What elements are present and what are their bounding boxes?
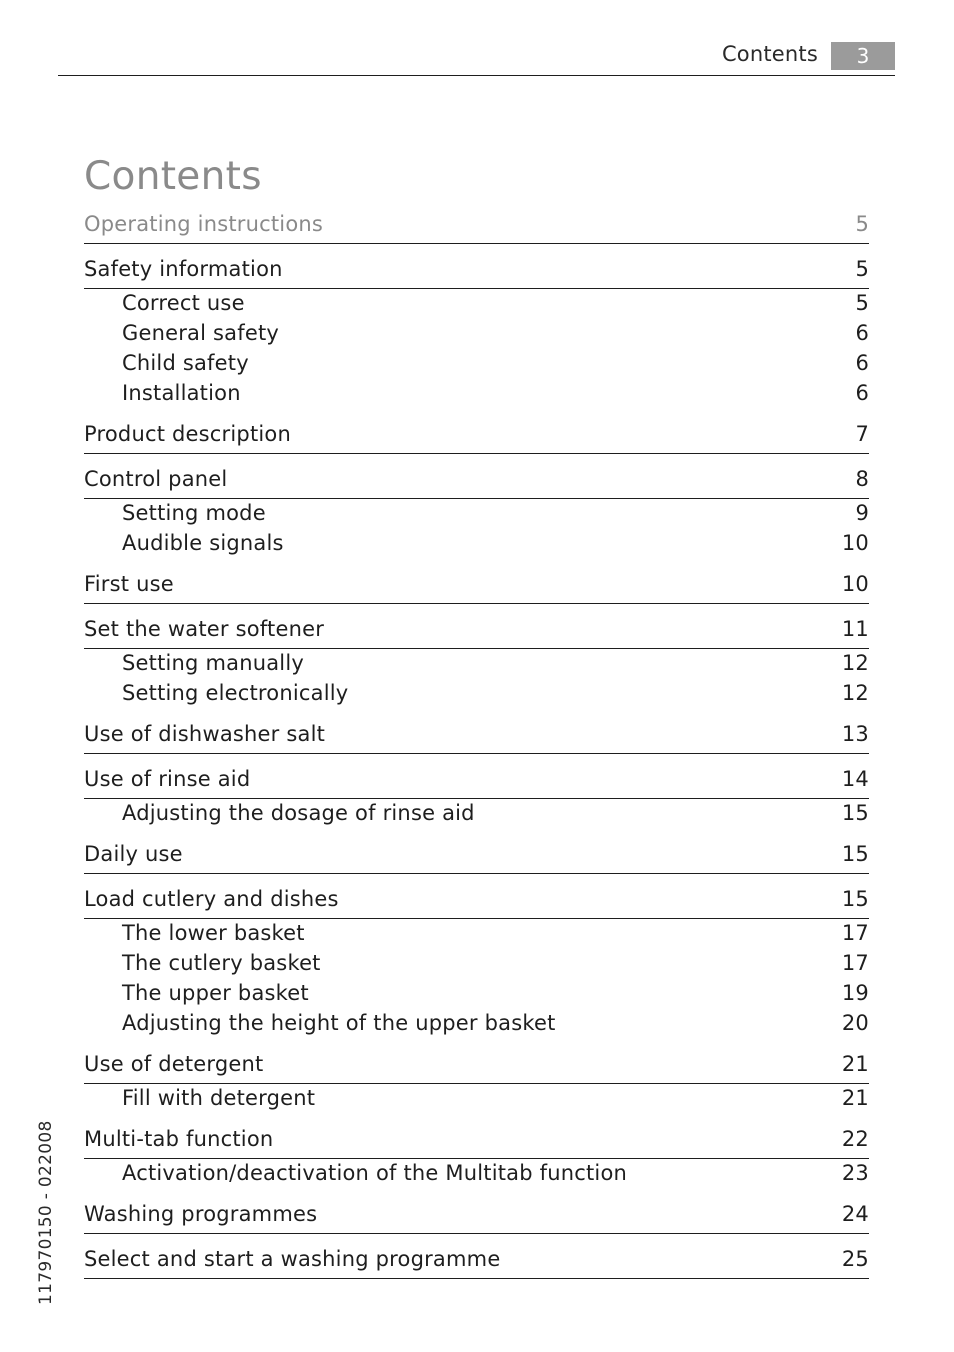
toc-entry-label: Fill with detergent: [122, 1086, 316, 1110]
toc-entry-page: 15: [841, 887, 869, 911]
toc-entry-page: 12: [841, 681, 869, 705]
toc-entry-page: 23: [841, 1161, 869, 1185]
toc-entry[interactable]: [84, 951, 869, 981]
toc-entry-label: Set the water softener: [84, 617, 325, 641]
toc-entry-label: Activation/deactivation of the Multitab function: [122, 1161, 628, 1185]
toc-entry[interactable]: [84, 257, 869, 289]
toc-entry[interactable]: [84, 801, 869, 831]
toc-entry[interactable]: [84, 422, 869, 454]
toc-entry-label: General safety: [122, 321, 280, 345]
toc-entry[interactable]: [84, 722, 869, 754]
toc-entry-label: Adjusting the height of the upper basket: [122, 1011, 556, 1035]
toc-entry-label: Adjusting the dosage of rinse aid: [122, 801, 475, 825]
toc-entry-page: 13: [841, 722, 869, 746]
toc-entry-page: 10: [841, 572, 869, 596]
toc-entry[interactable]: [84, 351, 869, 381]
toc-entry[interactable]: [84, 321, 869, 351]
toc-entry-label: Control panel: [84, 467, 228, 491]
toc-entry[interactable]: [84, 467, 869, 499]
toc-entry[interactable]: [84, 1086, 869, 1116]
toc-entry[interactable]: [84, 921, 869, 951]
toc-entry-page: 25: [841, 1247, 869, 1271]
toc-entry-page: 14: [841, 767, 869, 791]
toc-entry-page: 17: [841, 921, 869, 945]
toc-entry-page: 5: [855, 212, 869, 236]
toc-entry-label: Installation: [122, 381, 241, 405]
toc-entry-label: Washing programmes: [84, 1202, 318, 1226]
toc-entry-page: 6: [855, 381, 869, 405]
toc-entry-page: 7: [855, 422, 869, 446]
toc-entry-page: 17: [841, 951, 869, 975]
toc-entry-label: Use of detergent: [84, 1052, 264, 1076]
toc-entry[interactable]: [84, 887, 869, 919]
toc-entry[interactable]: [84, 531, 869, 561]
toc-entry-page: 5: [855, 291, 869, 315]
toc-entry[interactable]: [84, 1127, 869, 1159]
toc-entry-label: First use: [84, 572, 174, 596]
toc-entry-label: Load cutlery and dishes: [84, 887, 339, 911]
page-number-badge: 3: [831, 42, 895, 70]
toc-entry[interactable]: [84, 501, 869, 531]
toc-entry-page: 5: [855, 257, 869, 281]
toc-entry[interactable]: [84, 572, 869, 604]
toc-entry-page: 15: [841, 801, 869, 825]
header-rule: [58, 75, 895, 76]
toc-entry-page: 11: [841, 617, 869, 641]
toc-entry-label: Setting electronically: [122, 681, 349, 705]
toc-entry-page: 12: [841, 651, 869, 675]
toc-entry[interactable]: [84, 842, 869, 874]
toc-entry-label: Use of dishwasher salt: [84, 722, 326, 746]
toc-entry-label: Setting manually: [122, 651, 304, 675]
toc-entry-page: 10: [841, 531, 869, 555]
toc-entry-label: Safety information: [84, 257, 283, 281]
toc-entry-label: Child safety: [122, 351, 249, 375]
toc-entry-page: 19: [841, 981, 869, 1005]
toc-entry[interactable]: [84, 1011, 869, 1041]
toc-entry-page: 24: [841, 1202, 869, 1226]
toc-entry-label: Product description: [84, 422, 291, 446]
toc-entry-label: Setting mode: [122, 501, 266, 525]
toc-entry-label: Operating instructions: [84, 212, 324, 236]
toc-entry-page: 8: [855, 467, 869, 491]
toc-entry-label: The cutlery basket: [122, 951, 321, 975]
document-code: 117970150 - 022008: [36, 1120, 56, 1305]
toc-entry-label: The upper basket: [122, 981, 309, 1005]
toc-entry-label: Use of rinse aid: [84, 767, 251, 791]
toc-entry[interactable]: [84, 617, 869, 649]
toc-entry[interactable]: [84, 1202, 869, 1234]
toc-entry-label: The lower basket: [122, 921, 305, 945]
toc-entry[interactable]: [84, 291, 869, 321]
toc-entry[interactable]: [84, 681, 869, 711]
toc-entry-label: Select and start a washing programme: [84, 1247, 501, 1271]
running-header-label: Contents: [721, 42, 818, 66]
toc-entry[interactable]: [84, 651, 869, 681]
toc-entry-label: Daily use: [84, 842, 183, 866]
toc-entry[interactable]: [84, 212, 869, 244]
toc-entry-page: 22: [841, 1127, 869, 1151]
toc-entry-page: 15: [841, 842, 869, 866]
toc-entry-page: 21: [841, 1086, 869, 1110]
toc-entry-label: Correct use: [122, 291, 245, 315]
toc-entry-page: 9: [855, 501, 869, 525]
toc-entry-label: Audible signals: [122, 531, 284, 555]
toc-entry-page: 20: [841, 1011, 869, 1035]
toc-entry[interactable]: [84, 1052, 869, 1084]
toc-entry-page: 21: [841, 1052, 869, 1076]
toc-entry-label: Multi-tab function: [84, 1127, 274, 1151]
toc-entry[interactable]: [84, 767, 869, 799]
toc-entry-page: 6: [855, 321, 869, 345]
toc-entry[interactable]: [84, 981, 869, 1011]
toc-entry[interactable]: [84, 1161, 869, 1191]
page-title: Contents: [84, 154, 262, 200]
toc-entry[interactable]: [84, 1247, 869, 1279]
toc-entry[interactable]: [84, 381, 869, 411]
toc-entry-page: 6: [855, 351, 869, 375]
